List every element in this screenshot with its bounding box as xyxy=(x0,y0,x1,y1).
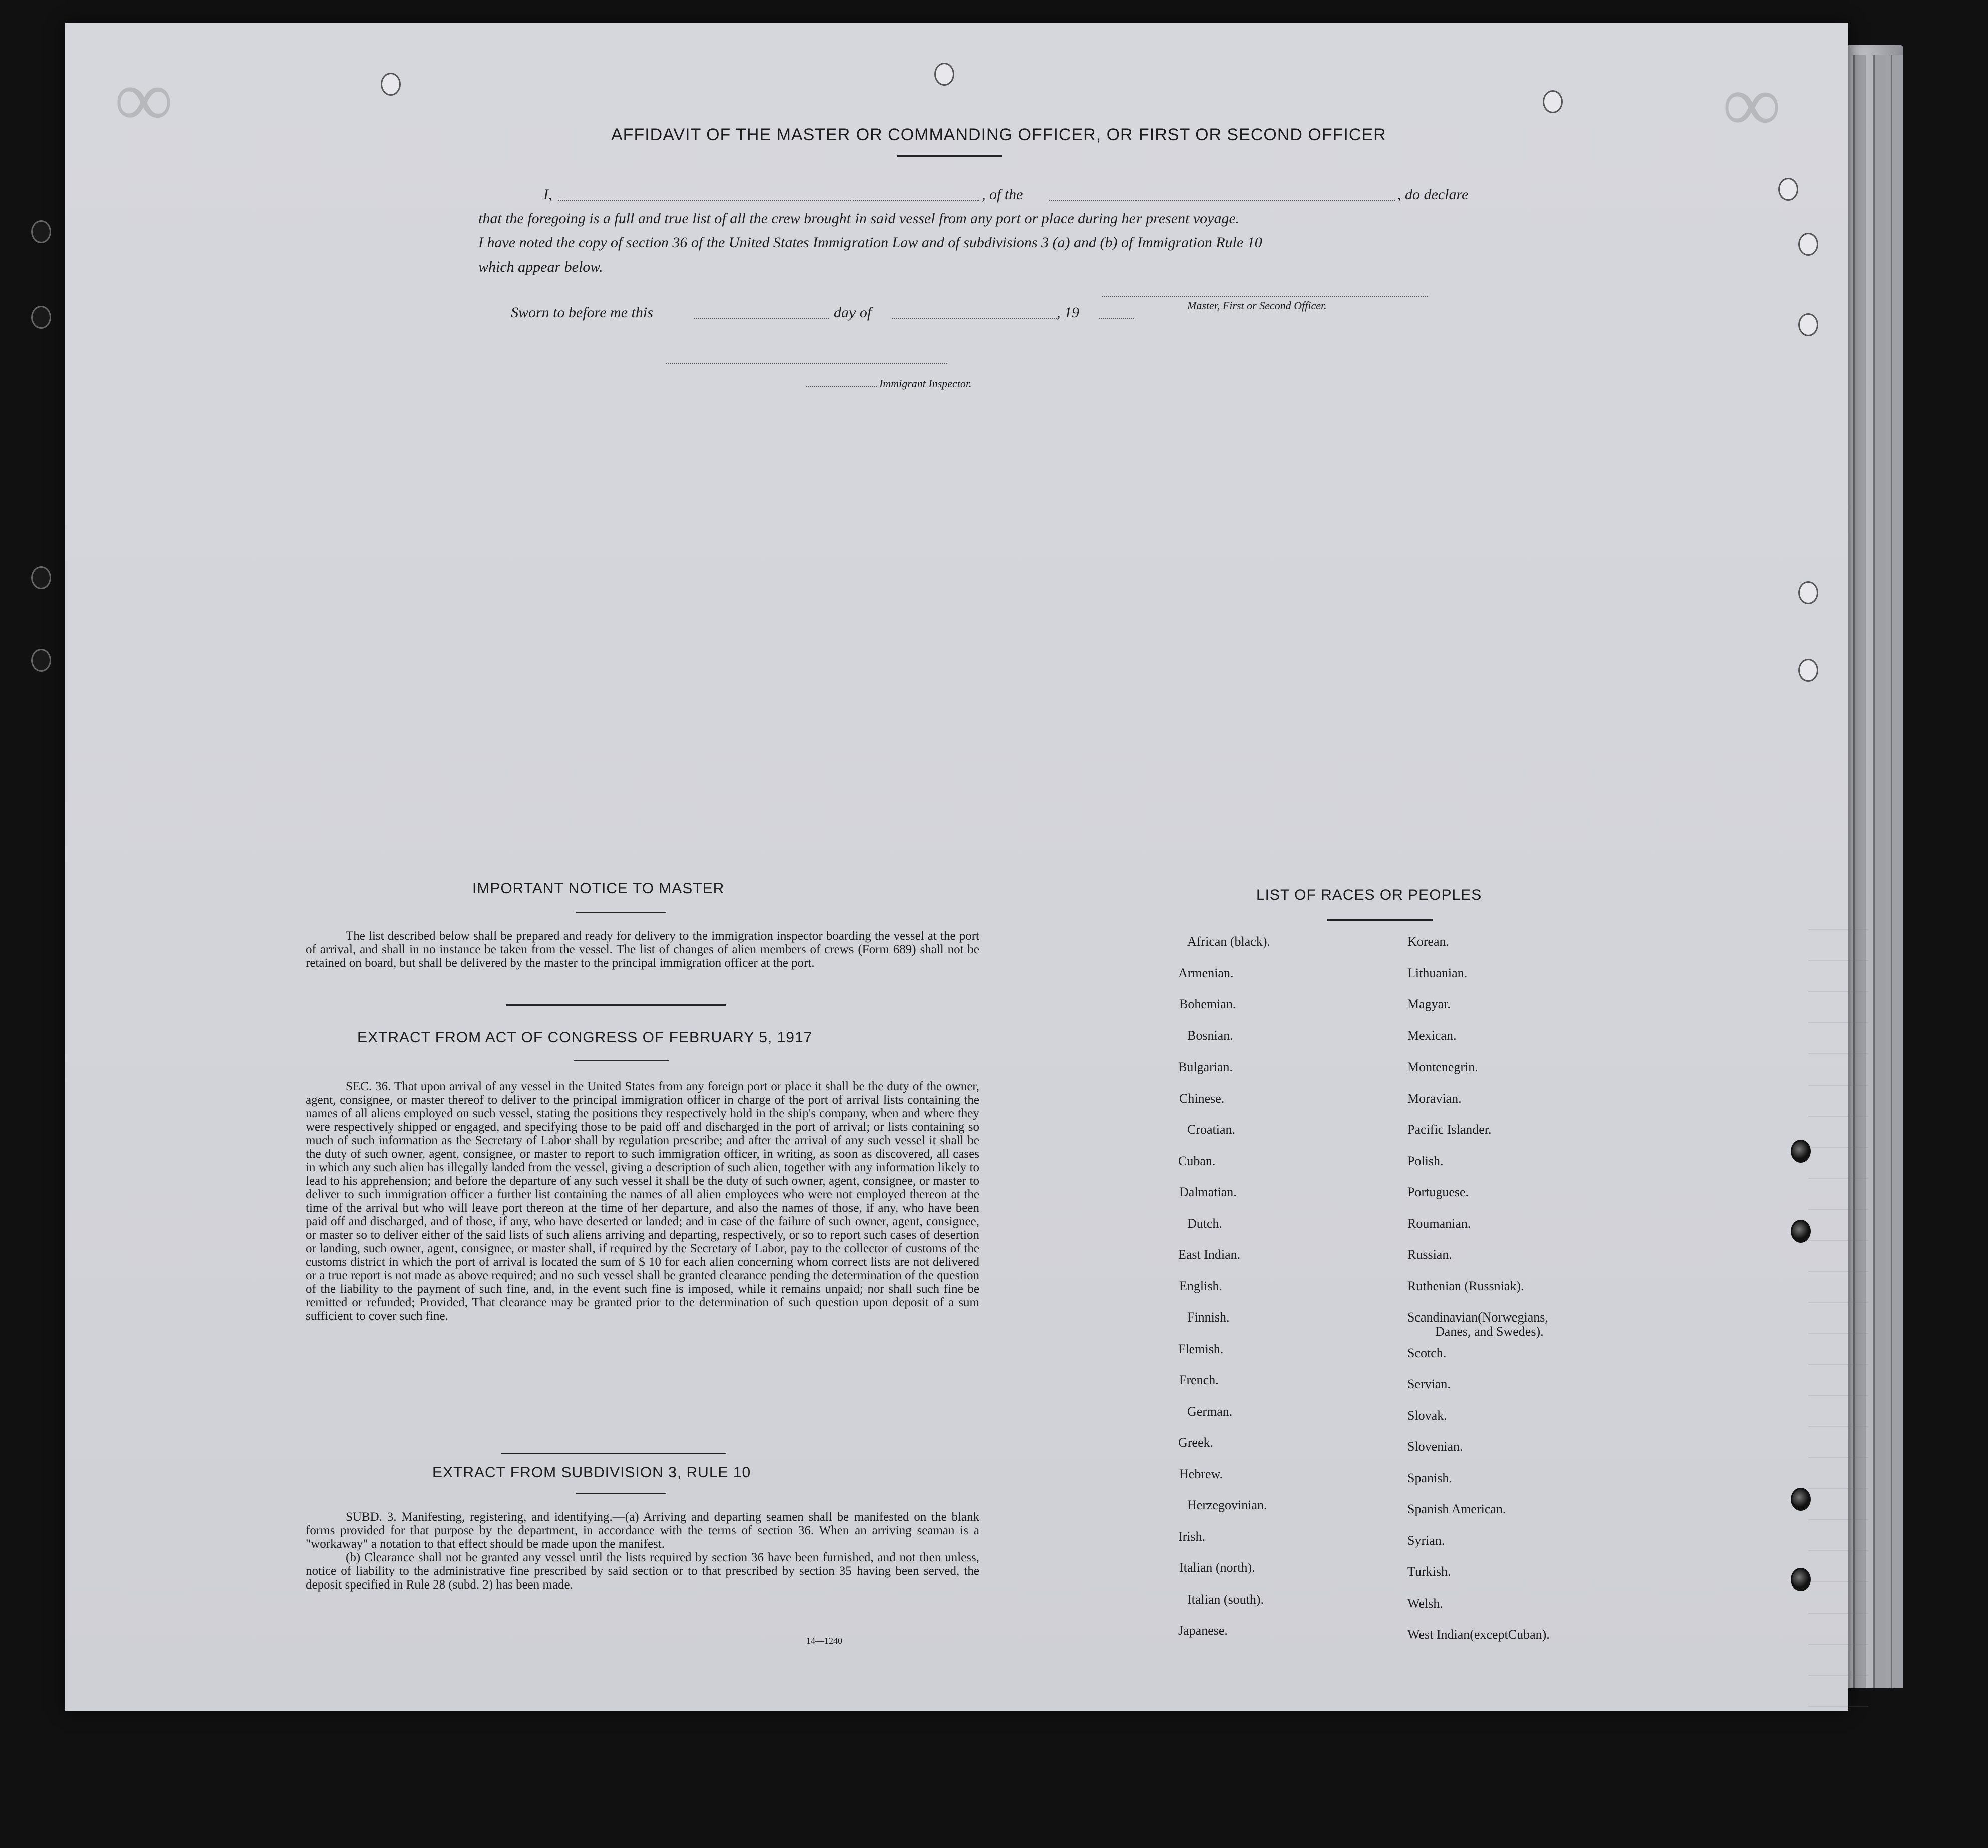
punch-hole xyxy=(1791,1140,1811,1163)
declare-label: , do declare xyxy=(1397,186,1469,203)
ruled-margin xyxy=(1808,899,1868,1726)
inspector-label: Immigrant Inspector. xyxy=(879,377,972,390)
binder-hole xyxy=(31,566,51,589)
race-entry: Spanish American. xyxy=(1407,1502,1506,1516)
race-entry: Flemish. xyxy=(1178,1341,1224,1356)
race-entry: Pacific Islander. xyxy=(1407,1122,1492,1137)
rule-text-b: (b) Clearance shall not be granted any vessel until the lists required by section 36 have been furnished, and not then unless, notice of liability to the administrative fine prescribed by said section or to that prescribed by section 35 having been served, the deposit specified in Rule 28 (subd. 2) has been made. xyxy=(306,1551,979,1592)
race-entry: Mexican. xyxy=(1407,1028,1457,1043)
section-rule xyxy=(576,1493,666,1494)
race-entry: Syrian. xyxy=(1407,1533,1445,1548)
section-rule xyxy=(501,1453,726,1454)
form-number: 14—1240 xyxy=(806,1636,842,1646)
punch-hole xyxy=(1543,90,1563,113)
punch-hole xyxy=(934,63,954,86)
punch-hole xyxy=(1791,1568,1811,1591)
race-entry: Roumanian. xyxy=(1407,1216,1471,1231)
affidavit-declaration xyxy=(478,183,1505,279)
section-rule xyxy=(574,1060,669,1061)
race-entry: Italian (south). xyxy=(1187,1592,1264,1607)
bleed-through-mark: ∞ xyxy=(115,54,173,143)
race-entry: Greek. xyxy=(1178,1435,1214,1450)
section-rule xyxy=(576,912,666,913)
race-entry: Polish. xyxy=(1407,1153,1444,1168)
race-entry: Armenian. xyxy=(1178,965,1234,980)
declaration-text: that the foregoing is a full and true list of all the crew brought in said vessel from any port or place during her present voyage. xyxy=(478,210,1240,227)
binder-hole xyxy=(31,649,51,672)
race-entry: Chinese. xyxy=(1179,1091,1225,1106)
race-entry: Hebrew. xyxy=(1179,1466,1223,1481)
rule-text-a: SUBD. 3. Manifesting, registering, and identifying.—(a) Arriving and departing seamen shall be manifested on the blank forms provided for that purpose by the department, in accordance with the terms of section 36. When an arriving seaman is a "workaway" a notation to that effect should be made upon the manifest. xyxy=(306,1510,979,1551)
section-rule xyxy=(1327,919,1433,921)
punch-hole xyxy=(381,73,401,96)
act-text: SEC. 36. That upon arrival of any vessel in the United States from any foreign port or place it shall be the duty of the owner, agent, consignee, or master thereof to deliver to the principal immigration officer in charge of the port of arrival lists containing the names of all aliens employed on such vessel, stating the positions they respectively hold in the ship's company, when and where they were respectively shipped or engaged, and specifying those to be paid off and discharged in the port of arrival; or lists containing so much of such information as the Secretary of Labor shall by regulation prescribe; and after the arrival of any such vessel it shall be the duty of such owner, agent, consignee, or master to report to such immigration officer, in writing, as soon as discovered, all cases in which any such alien has illegally landed from the vessel, giving a description of such alien, together with any information likely to lead to his apprehension; and before the departure of any such vessel it shall be the duty of such owner, agent, consignee, or master to deliver to such immigration officer a further list containing the names of all alien employees who were not employed thereon at the time of the arrival but who will leave port thereon at the time of her departure, and also the names of those, if any, who have been paid off and discharged, and of those, if any, who have deserted or landed; and in case of the failure of such owner, agent, consignee, or master so to deliver either of the said lists of such aliens arriving and departing, respectively, or so to report such cases of desertion or landing, such owner, agent, consignee, or master shall, if required by the Secretary of Labor, pay to the collector of customs of the customs district in which the port of arrival is located the sum of $ 10 for each alien concerning whom correct lists are not delivered or a true report is not made as above required; and no such vessel shall be granted clearance pending the determination of the question of the liability to the payment of such fine, and, in the event such fine is imposed, while it remains unpaid; nor shall such fine be remitted or refunded; Provided, That clearance may be granted prior to the determination of such question upon deposit of a sum sufficient to cover such fine. xyxy=(306,1080,979,1323)
race-entry: Korean. xyxy=(1407,934,1450,949)
binder-hole xyxy=(31,306,51,329)
notice-text: The list described below shall be prepared and ready for delivery to the immigration inspector boarding the vessel at the port of arrival, and shall in no instance be taken from the vessel. The list of changes of alien members of crews (Form 689) shall not be retained on board, but shall be delivered by the master to the principal immigration officer at the port. xyxy=(306,929,979,970)
rule-text xyxy=(306,1510,979,1592)
binder-hole xyxy=(31,220,51,243)
race-entry: French. xyxy=(1179,1373,1219,1387)
race-entry: Bosnian. xyxy=(1187,1028,1233,1043)
affidavit-title: AFFIDAVIT OF THE MASTER OR COMMANDING OFFICER, OR FIRST OR SECOND OFFICER xyxy=(611,125,1386,144)
declaration-text: I have noted the copy of section 36 of the United States Immigration Law and of subdivisions 3 (a) and (b) of Immigration Rule 10 xyxy=(478,234,1262,251)
race-entry: Herzegovinian. xyxy=(1187,1498,1267,1512)
race-entry: Lithuanian. xyxy=(1407,965,1468,980)
races-title: LIST OF RACES OR PEOPLES xyxy=(1256,887,1482,903)
race-entry-continuation: Danes, and Swedes). xyxy=(1435,1324,1544,1339)
race-entry: Magyar. xyxy=(1407,997,1451,1011)
declarant-name-field[interactable] xyxy=(558,200,979,201)
punch-hole xyxy=(1798,313,1818,336)
race-entry: African (black). xyxy=(1187,934,1271,949)
inspector-dotted-lead xyxy=(806,386,877,387)
race-entry: Ruthenian (Russniak). xyxy=(1407,1278,1524,1293)
race-entry: Croatian. xyxy=(1187,1122,1236,1137)
race-entry: Turkish. xyxy=(1407,1564,1451,1579)
vessel-name-field[interactable] xyxy=(1049,200,1395,201)
title-rule xyxy=(897,155,1002,157)
race-entry: Italian (north). xyxy=(1179,1560,1255,1575)
race-entry: Slovenian. xyxy=(1407,1439,1463,1454)
sworn-month-field[interactable] xyxy=(892,318,1057,319)
punch-hole xyxy=(1798,233,1818,256)
race-entry: Scandinavian(Norwegians, xyxy=(1407,1310,1548,1325)
race-entry: Irish. xyxy=(1178,1529,1206,1544)
race-entry: Portuguese. xyxy=(1407,1185,1469,1199)
act-title: EXTRACT FROM ACT OF CONGRESS OF FEBRUARY 5, 1917 xyxy=(357,1029,813,1046)
declaration-text: which appear below. xyxy=(478,258,603,275)
race-entry: Spanish. xyxy=(1407,1470,1452,1485)
race-entry: Dutch. xyxy=(1187,1216,1223,1231)
notice-title: IMPORTANT NOTICE TO MASTER xyxy=(472,880,725,897)
race-entry: Bulgarian. xyxy=(1178,1060,1233,1074)
race-entry: Russian. xyxy=(1407,1247,1452,1262)
punch-hole xyxy=(1798,659,1818,682)
rule-title: EXTRACT FROM SUBDIVISION 3, RULE 10 xyxy=(432,1464,751,1481)
day-of-label: day of xyxy=(834,304,872,321)
punch-hole xyxy=(1791,1488,1811,1511)
race-entry: Moravian. xyxy=(1407,1091,1462,1106)
punch-hole xyxy=(1798,581,1818,604)
master-signature-field[interactable] xyxy=(1102,296,1428,297)
sworn-year-field[interactable] xyxy=(1099,318,1134,319)
page-edge xyxy=(1873,55,1886,1688)
sworn-day-field[interactable] xyxy=(694,318,829,319)
race-entry: Welsh. xyxy=(1407,1596,1443,1611)
vessel-label: , of the xyxy=(982,186,1023,203)
year-label: , 19 xyxy=(1057,304,1079,321)
page-edge xyxy=(1891,55,1903,1688)
section-rule xyxy=(506,1004,726,1006)
race-entry: Finnish. xyxy=(1187,1310,1230,1325)
punch-hole xyxy=(1778,178,1798,201)
race-entry: Cuban. xyxy=(1178,1153,1216,1168)
bleed-through-mark: ∞ xyxy=(1723,59,1781,148)
race-entry: Slovak. xyxy=(1407,1408,1447,1423)
race-entry: West Indian(exceptCuban). xyxy=(1407,1627,1550,1642)
punch-hole xyxy=(1791,1220,1811,1243)
race-entry: German. xyxy=(1187,1404,1233,1419)
race-entry: Bohemian. xyxy=(1179,997,1236,1011)
document-page xyxy=(65,23,1848,1711)
master-signature-label: Master, First or Second Officer. xyxy=(1187,299,1327,312)
race-entry: Dalmatian. xyxy=(1179,1185,1237,1199)
race-entry: Japanese. xyxy=(1178,1623,1228,1638)
race-entry: Servian. xyxy=(1407,1377,1451,1391)
inspector-signature-field[interactable] xyxy=(666,363,947,364)
race-entry: Scotch. xyxy=(1407,1345,1447,1360)
race-entry: East Indian. xyxy=(1178,1247,1241,1262)
declarant-label: I, xyxy=(543,186,552,203)
sworn-label: Sworn to before me this xyxy=(511,304,653,321)
race-entry: Montenegrin. xyxy=(1407,1060,1478,1074)
race-entry: English. xyxy=(1179,1278,1222,1293)
